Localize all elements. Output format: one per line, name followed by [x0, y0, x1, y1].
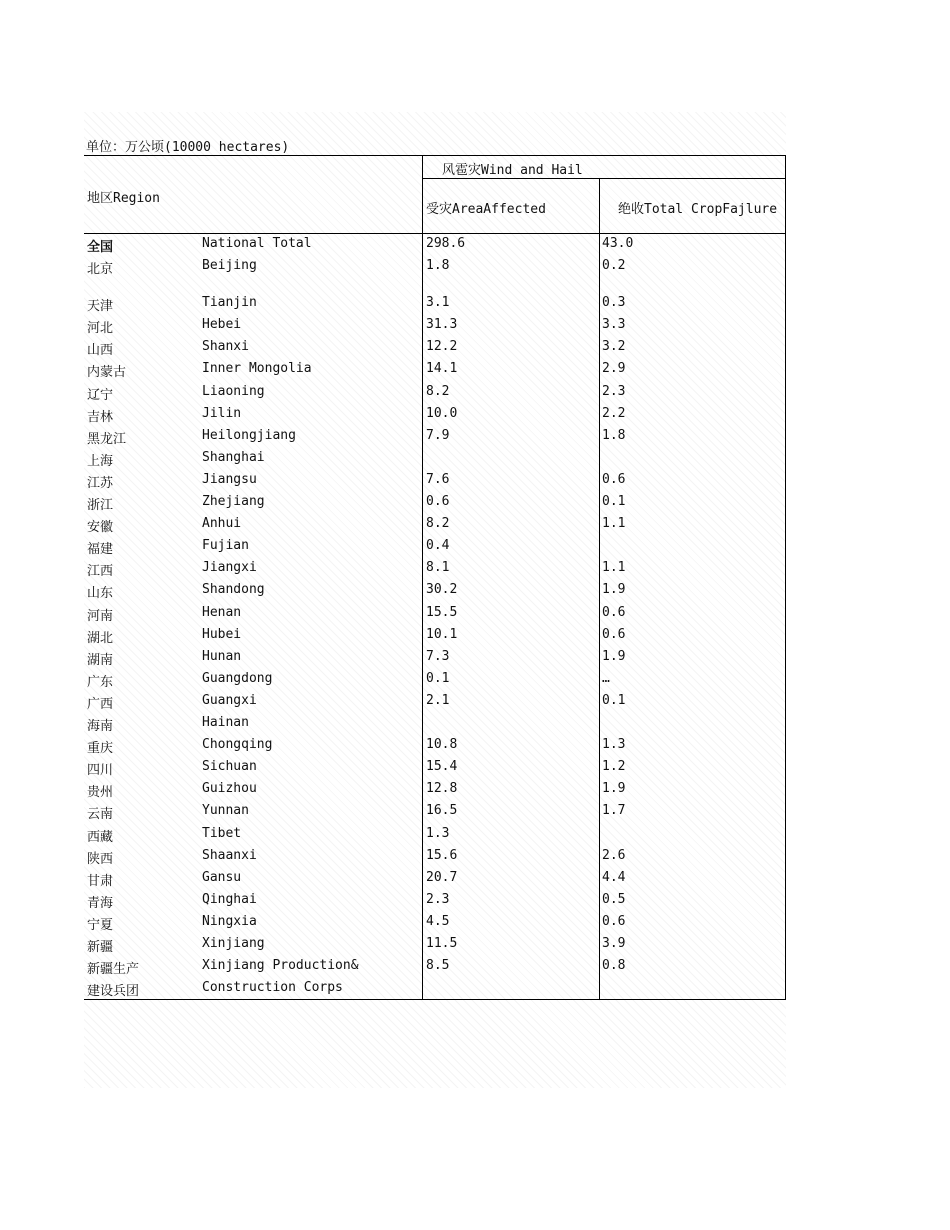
region-name-zh: 上海 — [87, 453, 114, 469]
region-name-zh: 甘肃 — [87, 873, 114, 889]
region-name-zh: 河北 — [87, 321, 114, 337]
region-name-en: Jiangsu — [202, 471, 257, 487]
region-name-zh: 江西 — [87, 564, 114, 580]
table-row — [0, 802, 950, 824]
region-name-zh: 四川 — [87, 763, 114, 779]
region-name-zh: 贵州 — [87, 785, 114, 801]
unit-label: 单位：万公顷(10000 hectares) — [86, 140, 290, 155]
table-row — [0, 847, 950, 869]
crop-failure-value: 1.8 — [602, 427, 626, 443]
table-row — [0, 736, 950, 758]
crop-failure-value: 1.9 — [602, 582, 626, 598]
area-affected-value: 298.6 — [426, 236, 466, 251]
table-row — [0, 360, 950, 382]
area-affected-value: 7.3 — [426, 648, 450, 664]
area-affected-value: 14.1 — [426, 361, 458, 377]
table-row — [0, 825, 950, 847]
crop-failure-value: 3.3 — [602, 317, 626, 333]
crop-failure-value: 2.3 — [602, 383, 626, 399]
crop-failure-value: 0.6 — [602, 604, 626, 620]
region-name-zh: 浙江 — [87, 498, 114, 513]
crop-failure-value: 1.1 — [602, 516, 626, 532]
region-header: 地区Region — [87, 191, 160, 206]
table-row — [0, 714, 950, 736]
area-affected-value: 0.4 — [426, 538, 450, 554]
area-affected-value: 8.2 — [426, 516, 450, 532]
region-name-en: Qinghai — [202, 891, 257, 907]
crop-failure-value: 1.9 — [602, 781, 626, 797]
area-affected-value: 2.1 — [426, 692, 450, 708]
region-name-en: Beijing — [202, 258, 257, 274]
region-name-en: Xinjiang Production& — [202, 958, 359, 974]
table-row — [0, 493, 950, 515]
region-name-en: Jiangxi — [202, 560, 257, 576]
region-name-en: Anhui — [202, 516, 242, 532]
crop-failure-value: 1.3 — [602, 737, 626, 753]
area-affected-value: 10.1 — [426, 626, 458, 642]
crop-failure-value: 1.1 — [602, 560, 626, 576]
crop-failure-value: 2.9 — [602, 361, 626, 377]
table-row — [0, 581, 950, 603]
table-row — [0, 692, 950, 714]
crop-failure-value: 4.4 — [602, 869, 626, 885]
region-name-zh: 安徽 — [87, 520, 114, 536]
crop-failure-value: 0.6 — [602, 913, 626, 929]
region-name-zh: 辽宁 — [87, 387, 114, 403]
table-row — [0, 449, 950, 471]
area-affected-value: 11.5 — [426, 936, 458, 951]
area-affected-value: 20.7 — [426, 869, 458, 885]
table-row — [0, 935, 950, 957]
region-name-zh: 新疆 — [87, 940, 114, 955]
area-affected-value: 1.8 — [426, 258, 450, 274]
table-row — [0, 670, 950, 692]
crop-failure-value: 0.3 — [602, 295, 626, 311]
crop-failure-value: 0.5 — [602, 891, 626, 907]
region-name-en: Zhejiang — [202, 494, 265, 509]
header-bottom-border — [84, 233, 786, 234]
region-name-en: Jilin — [202, 405, 242, 421]
region-name-zh: 西藏 — [87, 829, 114, 845]
region-name-en: Yunnan — [202, 803, 249, 819]
region-name-zh: 宁夏 — [87, 917, 114, 933]
region-name-en: Construction Corps — [202, 980, 343, 996]
region-name-en: Ningxia — [202, 913, 257, 929]
region-name-en: Tibet — [202, 825, 242, 841]
area-affected-value: 0.1 — [426, 670, 450, 686]
area-affected-value: 1.3 — [426, 825, 450, 841]
region-name-zh: 广西 — [87, 696, 114, 712]
table-row — [0, 515, 950, 537]
table-row — [0, 869, 950, 891]
area-affected-value: 7.9 — [426, 427, 450, 443]
crop-failure-value: 0.1 — [602, 494, 626, 509]
region-name-zh: 吉林 — [87, 409, 114, 425]
region-name-en: Hunan — [202, 648, 242, 664]
region-name-zh: 云南 — [87, 807, 114, 823]
region-name-en: Liaoning — [202, 383, 265, 399]
crop-failure-value: 2.2 — [602, 405, 626, 421]
table-row — [0, 383, 950, 405]
region-name-en: Fujian — [202, 538, 249, 554]
table-row — [0, 559, 950, 581]
crop-failure-value: 0.6 — [602, 626, 626, 642]
area-affected-value: 12.8 — [426, 781, 458, 797]
group-divider — [422, 178, 786, 179]
area-affected-value: 0.6 — [426, 494, 450, 509]
crop-failure-value: 1.7 — [602, 803, 626, 819]
region-name-zh: 海南 — [87, 719, 114, 734]
region-name-zh: 黑龙江 — [87, 431, 127, 447]
table-row — [0, 338, 950, 360]
region-name-zh: 新疆生产 — [87, 962, 140, 978]
crop-failure-header: 绝收Total CropFajlure — [618, 202, 778, 217]
region-name-zh: 广东 — [87, 674, 114, 690]
area-affected-header: 受灾AreaAffected — [426, 202, 546, 217]
crop-failure-value: 43.0 — [602, 236, 634, 251]
region-name-zh: 湖北 — [87, 630, 114, 646]
crop-failure-value: 3.2 — [602, 339, 626, 355]
table-row — [0, 257, 950, 279]
crop-failure-value: 0.2 — [602, 258, 626, 274]
table-row — [0, 891, 950, 913]
region-name-en: Sichuan — [202, 759, 257, 775]
table-row — [0, 235, 950, 257]
region-name-en: Shanghai — [202, 449, 265, 465]
area-affected-value: 16.5 — [426, 803, 458, 819]
area-affected-value: 7.6 — [426, 471, 450, 487]
table-row — [0, 957, 950, 979]
region-name-zh: 全国 — [87, 240, 114, 255]
header-top-border — [84, 155, 786, 156]
region-name-zh: 北京 — [87, 262, 114, 278]
table-row — [0, 405, 950, 427]
region-name-zh: 福建 — [87, 542, 114, 558]
crop-failure-value: … — [602, 670, 610, 686]
table-row — [0, 604, 950, 626]
table-row — [0, 537, 950, 559]
table-row — [0, 758, 950, 780]
region-name-en: Guangdong — [202, 670, 273, 686]
table-row — [0, 316, 950, 338]
table-row — [0, 979, 950, 1001]
region-name-en: Gansu — [202, 869, 242, 885]
table-row — [0, 471, 950, 493]
region-name-en: Shaanxi — [202, 847, 257, 863]
crop-failure-value: 2.6 — [602, 847, 626, 863]
region-name-en: Hubei — [202, 626, 242, 642]
region-name-en: Guizhou — [202, 781, 257, 797]
region-name-zh: 建设兵团 — [87, 984, 140, 1000]
wind-hail-header: 风雹灾Wind and Hail — [442, 163, 583, 178]
area-affected-value: 8.2 — [426, 383, 450, 399]
area-affected-value: 15.6 — [426, 847, 458, 863]
crop-failure-value: 3.9 — [602, 936, 626, 951]
region-name-zh: 湖南 — [87, 652, 114, 668]
table-row — [0, 913, 950, 935]
region-name-en: National Total — [202, 236, 312, 251]
region-name-en: Henan — [202, 604, 242, 620]
area-affected-value: 8.5 — [426, 958, 450, 974]
region-name-zh: 重庆 — [87, 741, 114, 757]
region-name-en: Inner Mongolia — [202, 361, 312, 377]
crop-failure-value: 0.8 — [602, 958, 626, 974]
area-affected-value: 31.3 — [426, 317, 458, 333]
region-name-zh: 山东 — [87, 586, 114, 602]
region-name-en: Guangxi — [202, 692, 257, 708]
area-affected-value: 15.4 — [426, 759, 458, 775]
region-name-en: Chongqing — [202, 737, 273, 753]
region-name-en: Hainan — [202, 715, 249, 730]
crop-failure-value: 1.9 — [602, 648, 626, 664]
region-name-en: Shanxi — [202, 339, 249, 355]
table-row — [0, 427, 950, 449]
area-affected-value: 10.0 — [426, 405, 458, 421]
crop-failure-value: 1.2 — [602, 759, 626, 775]
area-affected-value: 10.8 — [426, 737, 458, 753]
area-affected-value: 2.3 — [426, 891, 450, 907]
area-affected-value: 30.2 — [426, 582, 458, 598]
region-name-en: Hebei — [202, 317, 242, 333]
region-name-zh: 陕西 — [87, 851, 114, 867]
crop-failure-value: 0.6 — [602, 471, 626, 487]
table-row — [0, 780, 950, 802]
area-affected-value: 12.2 — [426, 339, 458, 355]
region-name-en: Heilongjiang — [202, 427, 296, 443]
region-name-zh: 天津 — [87, 299, 114, 315]
area-affected-value: 15.5 — [426, 604, 458, 620]
region-name-en: Tianjin — [202, 295, 257, 311]
area-affected-value: 3.1 — [426, 295, 450, 311]
region-name-en: Shandong — [202, 582, 265, 598]
area-affected-value: 4.5 — [426, 913, 450, 929]
table-row — [0, 648, 950, 670]
region-name-zh: 江苏 — [87, 475, 114, 491]
crop-failure-value: 0.1 — [602, 692, 626, 708]
table-row — [0, 294, 950, 316]
region-name-zh: 河南 — [87, 608, 114, 624]
region-name-en: Xinjiang — [202, 936, 265, 951]
region-name-zh: 内蒙古 — [87, 365, 127, 381]
table-row — [0, 626, 950, 648]
area-affected-value: 8.1 — [426, 560, 450, 576]
region-name-zh: 青海 — [87, 895, 114, 911]
region-name-zh: 山西 — [87, 343, 114, 359]
